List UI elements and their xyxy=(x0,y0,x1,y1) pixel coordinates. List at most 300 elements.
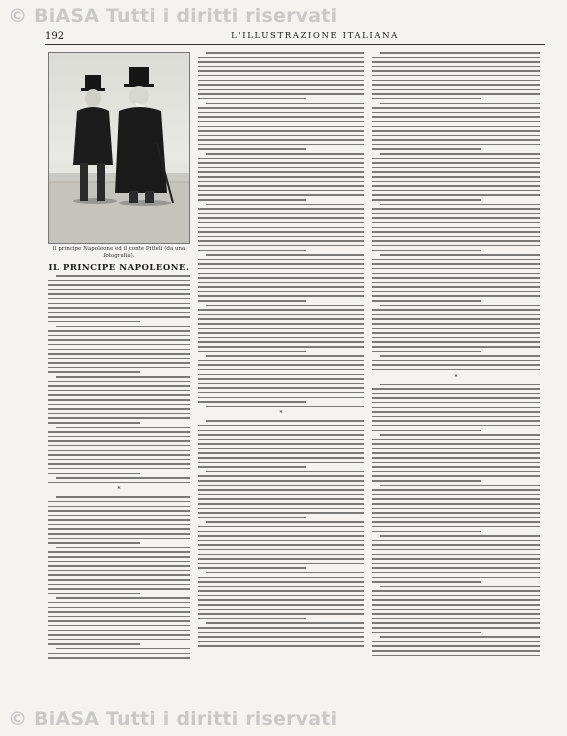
text-line xyxy=(380,103,540,105)
page-number: 192 xyxy=(45,31,65,42)
text-line xyxy=(198,318,364,320)
text-line xyxy=(198,158,364,160)
text-line xyxy=(372,655,540,657)
text-line xyxy=(198,535,364,537)
text-line xyxy=(206,420,364,422)
running-title: L'ILLUSTRAZIONE ITALIANA xyxy=(231,31,399,41)
text-line xyxy=(372,503,540,505)
text-line xyxy=(372,89,540,91)
text-line xyxy=(198,208,364,210)
text-line xyxy=(48,482,190,484)
text-line xyxy=(206,103,364,105)
text-line xyxy=(48,330,190,332)
text-line xyxy=(48,339,190,341)
text-line xyxy=(206,254,364,256)
text-line xyxy=(372,360,540,362)
text-line xyxy=(380,485,540,487)
text-line xyxy=(198,323,364,325)
text-line xyxy=(48,542,140,544)
text-line xyxy=(372,328,540,330)
text-line xyxy=(372,595,540,597)
text-line xyxy=(56,376,190,378)
text-line xyxy=(372,309,540,311)
text-line xyxy=(198,517,306,519)
text-line xyxy=(48,289,190,291)
text-line xyxy=(198,300,306,302)
text-line xyxy=(372,563,540,565)
text-line xyxy=(48,436,190,438)
text-line xyxy=(198,84,364,86)
text-line xyxy=(372,332,540,334)
text-line xyxy=(372,416,540,418)
text-line xyxy=(48,620,190,622)
text-line xyxy=(198,236,364,238)
text-line xyxy=(380,254,540,256)
text-line xyxy=(198,641,364,643)
text-line xyxy=(48,639,190,641)
text-line xyxy=(380,384,540,386)
text-line xyxy=(198,341,364,343)
text-line xyxy=(206,471,364,473)
text-line xyxy=(372,480,481,482)
text-line xyxy=(372,609,540,611)
text-line xyxy=(198,245,364,247)
text-line xyxy=(372,517,540,519)
text-line xyxy=(198,434,364,436)
text-line xyxy=(198,199,306,201)
text-line xyxy=(56,477,190,479)
text-line xyxy=(372,498,540,500)
text-line xyxy=(198,443,364,445)
text-line xyxy=(48,385,190,387)
text-line xyxy=(372,199,481,201)
text-line xyxy=(372,645,540,647)
text-line xyxy=(48,413,190,415)
text-line xyxy=(198,567,306,569)
text-line xyxy=(206,305,364,307)
text-line xyxy=(372,130,540,132)
text-line xyxy=(372,443,540,445)
text-line xyxy=(372,581,481,583)
text-line xyxy=(48,344,190,346)
text-line xyxy=(48,321,140,323)
text-line xyxy=(198,190,364,192)
text-line xyxy=(48,454,190,456)
text-line xyxy=(206,204,364,206)
text-line xyxy=(48,417,190,419)
column-1-text xyxy=(48,275,190,483)
text-line xyxy=(372,139,540,141)
text-line xyxy=(198,61,364,63)
text-line xyxy=(48,561,190,563)
text-line xyxy=(372,245,540,247)
text-line xyxy=(372,549,540,551)
text-line xyxy=(372,632,481,634)
text-line xyxy=(48,657,190,659)
text-line xyxy=(198,401,306,403)
text-line xyxy=(48,358,190,360)
text-line xyxy=(372,590,540,592)
text-line xyxy=(372,599,540,601)
text-line xyxy=(48,422,140,424)
text-line xyxy=(372,572,540,574)
text-line xyxy=(48,473,140,475)
text-line xyxy=(198,512,364,514)
text-line xyxy=(198,162,364,164)
text-line xyxy=(372,291,540,293)
text-line xyxy=(198,369,364,371)
section-divider: * xyxy=(117,486,121,494)
text-line xyxy=(198,586,364,588)
text-line xyxy=(372,337,540,339)
text-line xyxy=(372,452,540,454)
text-line xyxy=(372,107,540,109)
text-line xyxy=(198,489,364,491)
text-line xyxy=(372,144,540,146)
text-line xyxy=(372,558,540,560)
text-line xyxy=(198,167,364,169)
text-line xyxy=(48,556,190,558)
text-line xyxy=(380,586,540,588)
text-line xyxy=(48,468,190,470)
text-line xyxy=(380,355,540,357)
text-line xyxy=(198,645,364,647)
text-line xyxy=(198,227,364,229)
text-line xyxy=(198,452,364,454)
text-line xyxy=(372,544,540,546)
text-line xyxy=(372,364,540,366)
text-line xyxy=(372,462,540,464)
text-line xyxy=(372,286,540,288)
text-line xyxy=(198,430,364,432)
text-line xyxy=(48,510,190,512)
text-line xyxy=(372,171,540,173)
text-line xyxy=(56,427,190,429)
text-line xyxy=(48,653,190,655)
text-line xyxy=(48,524,190,526)
text-line xyxy=(372,181,540,183)
text-line xyxy=(380,305,540,307)
column-2 xyxy=(198,52,364,702)
text-line xyxy=(48,643,140,645)
watermark-top: © BiASA Tutti i diritti riservati xyxy=(8,5,338,27)
text-line xyxy=(48,459,190,461)
text-line xyxy=(198,222,364,224)
text-line xyxy=(198,544,364,546)
text-line xyxy=(372,407,540,409)
text-line xyxy=(198,494,364,496)
text-line xyxy=(372,57,540,59)
text-line xyxy=(198,581,364,583)
text-line xyxy=(198,475,364,477)
text-line xyxy=(372,176,540,178)
text-line xyxy=(372,259,540,261)
text-line xyxy=(372,268,540,270)
text-line xyxy=(198,595,364,597)
text-line xyxy=(372,650,540,652)
text-line xyxy=(198,351,306,353)
text-line xyxy=(372,240,540,242)
text-line xyxy=(372,622,540,624)
text-line xyxy=(198,286,364,288)
text-line xyxy=(198,130,364,132)
column-3-text-continued xyxy=(372,384,540,657)
text-line xyxy=(198,577,364,579)
text-line xyxy=(48,280,190,282)
text-line xyxy=(372,397,540,399)
text-line xyxy=(48,501,190,503)
text-line xyxy=(198,480,364,482)
article-title: IL PRINCIPE NAPOLEONE. xyxy=(48,263,190,273)
text-line xyxy=(48,298,190,300)
text-line xyxy=(372,351,481,353)
text-line xyxy=(206,622,364,624)
text-line xyxy=(48,528,190,530)
text-line xyxy=(198,309,364,311)
text-line xyxy=(372,98,481,100)
text-line xyxy=(48,293,190,295)
text-line xyxy=(48,579,190,581)
text-line xyxy=(372,420,540,422)
text-line xyxy=(48,463,190,465)
text-line xyxy=(48,353,190,355)
text-line xyxy=(48,515,190,517)
text-line xyxy=(48,316,190,318)
text-line xyxy=(48,399,190,401)
text-line xyxy=(372,231,540,233)
text-line xyxy=(198,360,364,362)
text-line xyxy=(372,618,540,620)
text-line xyxy=(48,408,190,410)
watermark-bottom: © BiASA Tutti i diritti riservati xyxy=(8,708,338,730)
text-line xyxy=(198,314,364,316)
text-line xyxy=(372,217,540,219)
text-line xyxy=(56,275,190,277)
text-line xyxy=(206,521,364,523)
text-line xyxy=(198,291,364,293)
text-line xyxy=(372,475,540,477)
text-line xyxy=(206,52,364,54)
text-line xyxy=(198,75,364,77)
text-line xyxy=(198,448,364,450)
text-line xyxy=(372,494,540,496)
text-line xyxy=(48,625,190,627)
text-line xyxy=(198,80,364,82)
text-line xyxy=(198,171,364,173)
text-line xyxy=(198,387,364,389)
text-line xyxy=(372,84,540,86)
text-line xyxy=(56,597,190,599)
text-line xyxy=(372,554,540,556)
text-line xyxy=(372,148,481,150)
text-line xyxy=(380,535,540,537)
text-line xyxy=(198,613,364,615)
text-line xyxy=(48,607,190,609)
text-line xyxy=(198,139,364,141)
text-line xyxy=(198,295,364,297)
text-line xyxy=(372,323,540,325)
text-line xyxy=(198,364,364,366)
text-line xyxy=(380,204,540,206)
text-line xyxy=(198,374,364,376)
text-line xyxy=(372,613,540,615)
text-line xyxy=(198,346,364,348)
text-line xyxy=(48,390,190,392)
text-line xyxy=(372,112,540,114)
text-line xyxy=(372,75,540,77)
text-line xyxy=(198,231,364,233)
text-line xyxy=(198,282,364,284)
text-line xyxy=(198,337,364,339)
text-line xyxy=(380,636,540,638)
text-line xyxy=(48,565,190,567)
text-line xyxy=(372,236,540,238)
text-line xyxy=(198,604,364,606)
text-line xyxy=(372,273,540,275)
text-line xyxy=(372,577,540,579)
text-line xyxy=(48,538,190,540)
text-line xyxy=(372,627,540,629)
text-line xyxy=(198,549,364,551)
text-line xyxy=(56,648,190,650)
text-line xyxy=(198,250,306,252)
text-line xyxy=(206,406,364,408)
text-line xyxy=(372,439,540,441)
text-line xyxy=(198,240,364,242)
text-line xyxy=(56,496,190,498)
text-line xyxy=(198,217,364,219)
text-line xyxy=(48,634,190,636)
text-line xyxy=(198,485,364,487)
text-line xyxy=(372,158,540,160)
text-line xyxy=(372,213,540,215)
text-line xyxy=(372,526,540,528)
text-line xyxy=(372,126,540,128)
text-line xyxy=(198,540,364,542)
text-line xyxy=(372,314,540,316)
text-line xyxy=(372,222,540,224)
text-line xyxy=(372,430,481,432)
text-line xyxy=(48,431,190,433)
text-line xyxy=(48,450,190,452)
text-line xyxy=(198,632,364,634)
text-line xyxy=(198,599,364,601)
text-line xyxy=(198,93,364,95)
text-line xyxy=(198,378,364,380)
text-line xyxy=(372,508,540,510)
text-line xyxy=(198,277,364,279)
text-line xyxy=(372,93,540,95)
text-line xyxy=(198,526,364,528)
text-line xyxy=(372,282,540,284)
text-line xyxy=(372,567,540,569)
text-line xyxy=(372,185,540,187)
text-line xyxy=(198,383,364,385)
engraving-figure xyxy=(48,52,190,244)
section-divider: * xyxy=(454,373,458,381)
text-line xyxy=(206,572,364,574)
text-line xyxy=(198,462,364,464)
text-line xyxy=(198,332,364,334)
text-line xyxy=(198,531,364,533)
text-line xyxy=(372,121,540,123)
text-line xyxy=(48,394,190,396)
text-line xyxy=(198,135,364,137)
text-line xyxy=(198,70,364,72)
text-line xyxy=(48,519,190,521)
text-line xyxy=(48,574,190,576)
text-line xyxy=(48,312,190,314)
figure-caption: Il principe Napoleone ed il conte Pitteli (da una fotografia). xyxy=(52,246,186,259)
text-line xyxy=(48,584,190,586)
text-line xyxy=(56,547,190,549)
text-line xyxy=(372,540,540,542)
section-divider: * xyxy=(279,410,283,418)
text-line xyxy=(48,303,190,305)
text-line xyxy=(48,335,190,337)
text-line xyxy=(198,176,364,178)
text-line xyxy=(372,80,540,82)
text-line xyxy=(48,404,190,406)
text-line xyxy=(380,153,540,155)
text-line xyxy=(198,563,364,565)
text-line xyxy=(372,411,540,413)
text-line xyxy=(198,116,364,118)
text-line xyxy=(198,627,364,629)
text-line xyxy=(48,570,190,572)
text-line xyxy=(198,425,364,427)
text-line xyxy=(48,593,140,595)
text-line xyxy=(198,259,364,261)
text-line xyxy=(198,636,364,638)
text-line xyxy=(372,341,540,343)
text-line xyxy=(372,489,540,491)
text-line xyxy=(198,268,364,270)
text-line xyxy=(198,609,364,611)
text-line xyxy=(48,630,190,632)
text-line xyxy=(198,185,364,187)
text-line xyxy=(198,392,364,394)
text-line xyxy=(372,425,540,427)
text-line xyxy=(48,307,190,309)
text-line xyxy=(48,551,190,553)
text-line xyxy=(198,194,364,196)
text-line xyxy=(198,66,364,68)
text-line xyxy=(372,263,540,265)
text-line xyxy=(372,300,481,302)
text-line xyxy=(198,273,364,275)
text-line xyxy=(198,89,364,91)
text-line xyxy=(48,533,190,535)
text-line xyxy=(198,213,364,215)
text-line xyxy=(198,498,364,500)
text-line xyxy=(372,604,540,606)
text-line xyxy=(48,445,190,447)
text-line xyxy=(372,512,540,514)
text-line xyxy=(48,602,190,604)
text-line xyxy=(198,457,364,459)
text-line xyxy=(206,153,364,155)
text-line xyxy=(198,508,364,510)
text-line xyxy=(198,57,364,59)
text-line xyxy=(198,618,306,620)
text-line xyxy=(372,531,481,533)
text-line xyxy=(372,369,540,371)
text-line xyxy=(48,506,190,508)
text-line xyxy=(206,355,364,357)
text-line xyxy=(372,208,540,210)
text-line xyxy=(198,439,364,441)
